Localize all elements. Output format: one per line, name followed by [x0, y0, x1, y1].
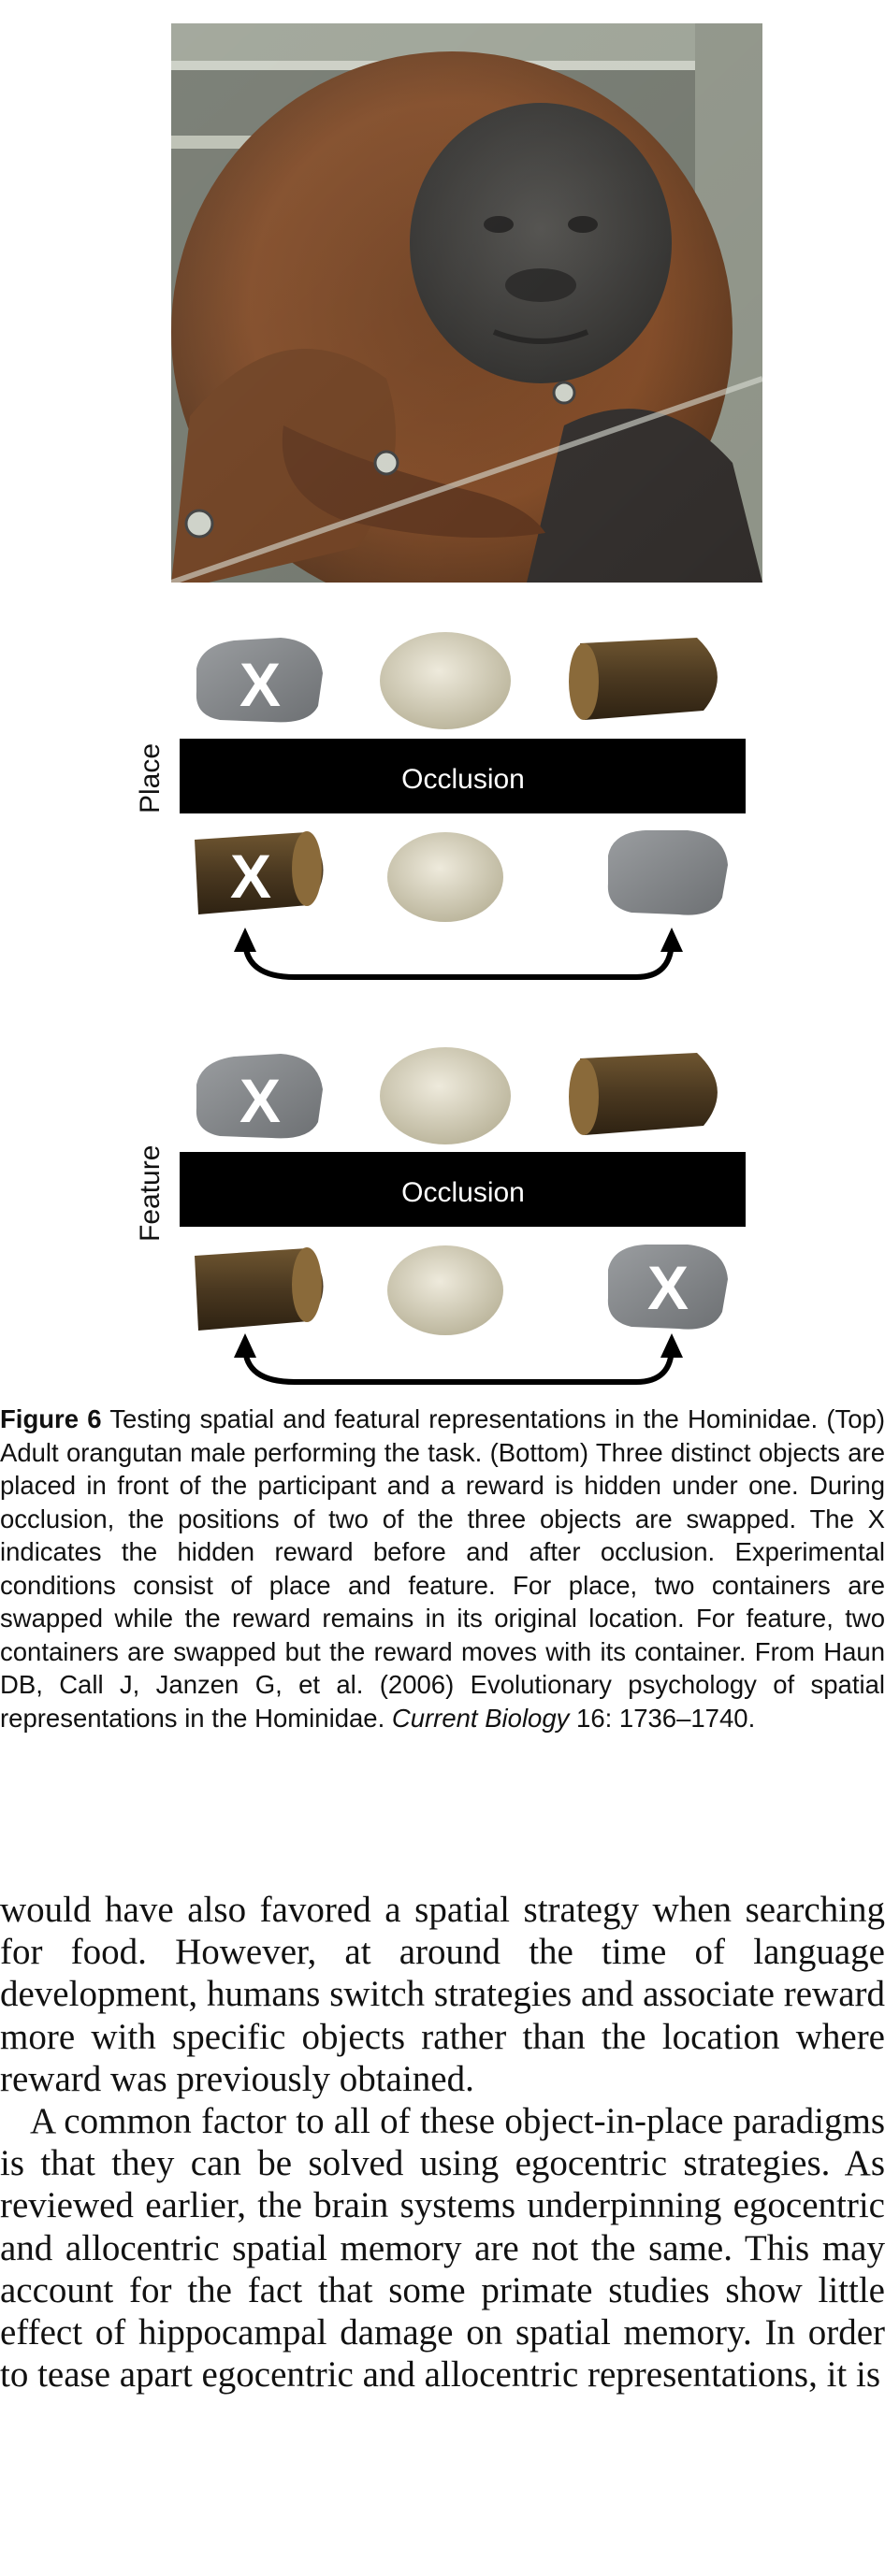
sponge-object — [387, 832, 503, 922]
paragraph: would have also favored a spatial strategy when searching for food. However, at around the time of language development, humans switch strategies and associate reward more with specific objects rather than the location where reward was previously obtained. — [0, 1890, 885, 2099]
caption-journal: Current Biology — [391, 1703, 570, 1733]
stone-object — [608, 1245, 728, 1330]
reward-x-mark: X — [646, 1253, 689, 1322]
log-object — [569, 1053, 718, 1135]
figure-caption — [0, 1403, 885, 1734]
stone-object — [608, 830, 728, 915]
reward-x-mark: X — [239, 1066, 282, 1135]
body-text — [0, 1889, 885, 2396]
figure-label: Figure 6 — [0, 1404, 102, 1433]
arrow-head-icon — [660, 1333, 683, 1358]
sponge-object — [387, 1245, 503, 1335]
experiment-diagram — [131, 598, 758, 1393]
stone-object — [196, 638, 323, 722]
arrow-head-icon — [660, 928, 683, 952]
orangutan-photo — [171, 23, 762, 583]
caption-text: Testing spatial and featural representations in the Hominidae. (Top) Adult orangutan male performing the task. (Bottom) Three distinct objects are placed in front of the participant and a reward is hidden under one. During occlusion, the positions of two of the three objects are swapped. The X indicates the hidden reward before and after occlusion. Experimental conditions consist of place and feature. For place, two containers are swapped while the reward remains in its original location. For feature, two containers are swapped but the reward moves with its container. From Haun DB, Call J, Janzen G, et al. (2006) Evolutionary psychology of spatial representations in the Hominidae. — [0, 1404, 885, 1733]
arrow-head-icon — [234, 1333, 256, 1358]
log-object — [195, 831, 324, 914]
sponge-object — [380, 1047, 511, 1144]
occlusion-label-feature: Occlusion — [401, 1177, 525, 1208]
occlusion-label-place: Occlusion — [401, 764, 525, 795]
stone-object — [196, 1054, 323, 1138]
paragraph: A common factor to all of these object-in-place paradigms is that they can be solved using egocentric strategies. As reviewed earlier, the brain systems underpinning egocentric and allocentric spatial memory are not the same. This may account for the fact that some primate studies show little effect of hippocampal damage on spatial memory. In order to tease apart egocentric and allocentric representations, it is — [0, 2101, 885, 2396]
swap-arrow-feature — [245, 1346, 672, 1382]
swap-arrow-place — [245, 940, 672, 977]
arrow-head-icon — [234, 928, 256, 952]
log-object — [195, 1247, 324, 1331]
place-label: Place — [135, 742, 166, 813]
reward-x-mark: X — [239, 650, 282, 719]
log-object — [569, 638, 718, 720]
sponge-object — [380, 632, 511, 729]
reward-x-mark: X — [229, 842, 272, 911]
feature-label: Feature — [135, 1144, 166, 1242]
caption-citation: 16: 1736–1740. — [569, 1703, 756, 1733]
